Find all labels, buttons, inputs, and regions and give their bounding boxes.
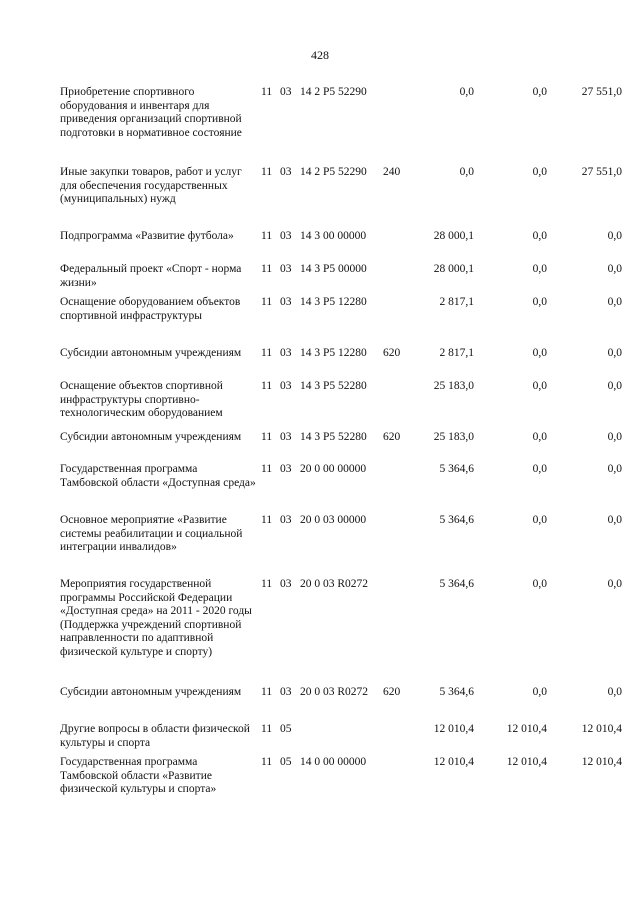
amount-column-3: 0,0 bbox=[607, 347, 622, 359]
amount-column-3: 0,0 bbox=[607, 380, 622, 392]
amount-column-3: 0,0 bbox=[607, 578, 622, 590]
section-code: 11 bbox=[261, 230, 273, 242]
target-article-code: 20 0 03 00000 bbox=[300, 514, 367, 526]
amount-column-3: 12 010,4 bbox=[581, 756, 622, 768]
expense-type-code: 240 bbox=[383, 166, 401, 178]
row-description: Подпрограмма «Развитие футбола» bbox=[60, 230, 234, 242]
amount-column-1: 5 364,6 bbox=[439, 578, 474, 590]
amount-column-3: 12 010,4 bbox=[581, 723, 622, 735]
amount-column-2: 0,0 bbox=[532, 463, 547, 475]
target-article-code: 14 3 Р5 12280 bbox=[300, 296, 367, 308]
section-code: 11 bbox=[261, 166, 273, 178]
amount-column-2: 12 010,4 bbox=[506, 756, 547, 768]
section-code: 11 bbox=[261, 723, 273, 735]
amount-column-3: 27 551,0 bbox=[581, 166, 622, 178]
subsection-code: 03 bbox=[280, 463, 292, 475]
subsection-code: 03 bbox=[280, 431, 292, 443]
amount-column-3: 0,0 bbox=[607, 514, 622, 526]
amount-column-2: 0,0 bbox=[532, 686, 547, 698]
amount-column-1: 12 010,4 bbox=[433, 756, 474, 768]
amount-column-2: 0,0 bbox=[532, 431, 547, 443]
target-article-code: 20 0 03 R0272 bbox=[300, 686, 369, 698]
row-description: Субсидии автономным учреждениям bbox=[60, 431, 242, 443]
amount-column-2: 0,0 bbox=[532, 514, 547, 526]
amount-column-1: 5 364,6 bbox=[439, 514, 474, 526]
amount-column-3: 0,0 bbox=[607, 431, 622, 443]
target-article-code: 14 2 Р5 52290 bbox=[300, 86, 367, 98]
amount-column-1: 0,0 bbox=[459, 166, 474, 178]
row-description: Основное мероприятие «Развитие системы реабилитации и социальной интеграции инвалидов» bbox=[60, 514, 243, 553]
amount-column-3: 0,0 bbox=[607, 263, 622, 275]
amount-column-2: 0,0 bbox=[532, 166, 547, 178]
subsection-code: 03 bbox=[280, 166, 292, 178]
row-description: Субсидии автономным учреждениям bbox=[60, 686, 242, 698]
row-description: Государственная программа Тамбовской области «Развитие физической культуры и спорта» bbox=[60, 756, 217, 795]
amount-column-2: 0,0 bbox=[532, 347, 547, 359]
subsection-code: 03 bbox=[280, 230, 292, 242]
amount-column-1: 28 000,1 bbox=[433, 230, 474, 242]
target-article-code: 14 3 00 00000 bbox=[300, 230, 367, 242]
subsection-code: 03 bbox=[280, 347, 292, 359]
subsection-code: 03 bbox=[280, 380, 292, 392]
section-code: 11 bbox=[261, 86, 273, 98]
subsection-code: 03 bbox=[280, 578, 292, 590]
section-code: 11 bbox=[261, 756, 273, 768]
amount-column-3: 0,0 bbox=[607, 463, 622, 475]
target-article-code: 14 0 00 00000 bbox=[300, 756, 367, 768]
section-code: 11 bbox=[261, 686, 273, 698]
expense-type-code: 620 bbox=[383, 347, 401, 359]
subsection-code: 03 bbox=[280, 263, 292, 275]
target-article-code: 20 0 00 00000 bbox=[300, 463, 367, 475]
subsection-code: 03 bbox=[280, 86, 292, 98]
section-code: 11 bbox=[261, 380, 273, 392]
target-article-code: 14 2 Р5 52290 bbox=[300, 166, 367, 178]
amount-column-2: 0,0 bbox=[532, 578, 547, 590]
amount-column-2: 0,0 bbox=[532, 86, 547, 98]
amount-column-2: 0,0 bbox=[532, 296, 547, 308]
section-code: 11 bbox=[261, 263, 273, 275]
target-article-code: 14 3 Р5 00000 bbox=[300, 263, 367, 275]
expense-type-code: 620 bbox=[383, 686, 401, 698]
amount-column-1: 2 817,1 bbox=[439, 347, 474, 359]
row-description: Оснащение объектов спортивной инфраструктуры спортивно-технологическим оборудованием bbox=[60, 380, 223, 419]
amount-column-1: 28 000,1 bbox=[433, 263, 474, 275]
amount-column-1: 12 010,4 bbox=[433, 723, 474, 735]
target-article-code: 14 3 Р5 52280 bbox=[300, 431, 367, 443]
row-description: Мероприятия государственной программы Российской Федерации «Доступная среда» на 2011 - 2020 годы (Поддержка учреждений спортивной направленности по адаптивной физической культуре и спорту) bbox=[60, 578, 252, 658]
row-description: Субсидии автономным учреждениям bbox=[60, 347, 242, 359]
amount-column-1: 25 183,0 bbox=[433, 380, 474, 392]
row-description: Государственная программа Тамбовской области «Доступная среда» bbox=[60, 463, 256, 489]
amount-column-2: 0,0 bbox=[532, 263, 547, 275]
amount-column-1: 0,0 bbox=[459, 86, 474, 98]
amount-column-1: 2 817,1 bbox=[439, 296, 474, 308]
amount-column-2: 0,0 bbox=[532, 230, 547, 242]
row-description: Иные закупки товаров, работ и услуг для обеспечения государственных (муниципальных) нужд bbox=[60, 166, 242, 205]
amount-column-2: 0,0 bbox=[532, 380, 547, 392]
amount-column-2: 12 010,4 bbox=[506, 723, 547, 735]
amount-column-1: 25 183,0 bbox=[433, 431, 474, 443]
amount-column-3: 0,0 bbox=[607, 230, 622, 242]
subsection-code: 05 bbox=[280, 756, 292, 768]
target-article-code: 20 0 03 R0272 bbox=[300, 578, 369, 590]
section-code: 11 bbox=[261, 463, 273, 475]
row-description: Федеральный проект «Спорт - норма жизни» bbox=[60, 263, 242, 289]
row-description: Приобретение спортивного оборудования и инвентаря для приведения организаций спортивной подготовки в нормативное состояние bbox=[60, 86, 242, 139]
section-code: 11 bbox=[261, 431, 273, 443]
expense-type-code: 620 bbox=[383, 431, 401, 443]
target-article-code: 14 3 Р5 12280 bbox=[300, 347, 367, 359]
amount-column-3: 0,0 bbox=[607, 686, 622, 698]
amount-column-3: 0,0 bbox=[607, 296, 622, 308]
section-code: 11 bbox=[261, 347, 273, 359]
row-description: Другие вопросы в области физической культуры и спорта bbox=[60, 723, 250, 749]
amount-column-1: 5 364,6 bbox=[439, 686, 474, 698]
target-article-code: 14 3 Р5 52280 bbox=[300, 380, 367, 392]
section-code: 11 bbox=[261, 578, 273, 590]
page-number: 428 bbox=[311, 48, 329, 62]
section-code: 11 bbox=[261, 296, 273, 308]
subsection-code: 03 bbox=[280, 514, 292, 526]
subsection-code: 05 bbox=[280, 723, 292, 735]
section-code: 11 bbox=[261, 514, 273, 526]
amount-column-1: 5 364,6 bbox=[439, 463, 474, 475]
subsection-code: 03 bbox=[280, 686, 292, 698]
amount-column-3: 27 551,0 bbox=[581, 86, 622, 98]
row-description: Оснащение оборудованием объектов спортивной инфраструктуры bbox=[60, 296, 241, 322]
subsection-code: 03 bbox=[280, 296, 292, 308]
